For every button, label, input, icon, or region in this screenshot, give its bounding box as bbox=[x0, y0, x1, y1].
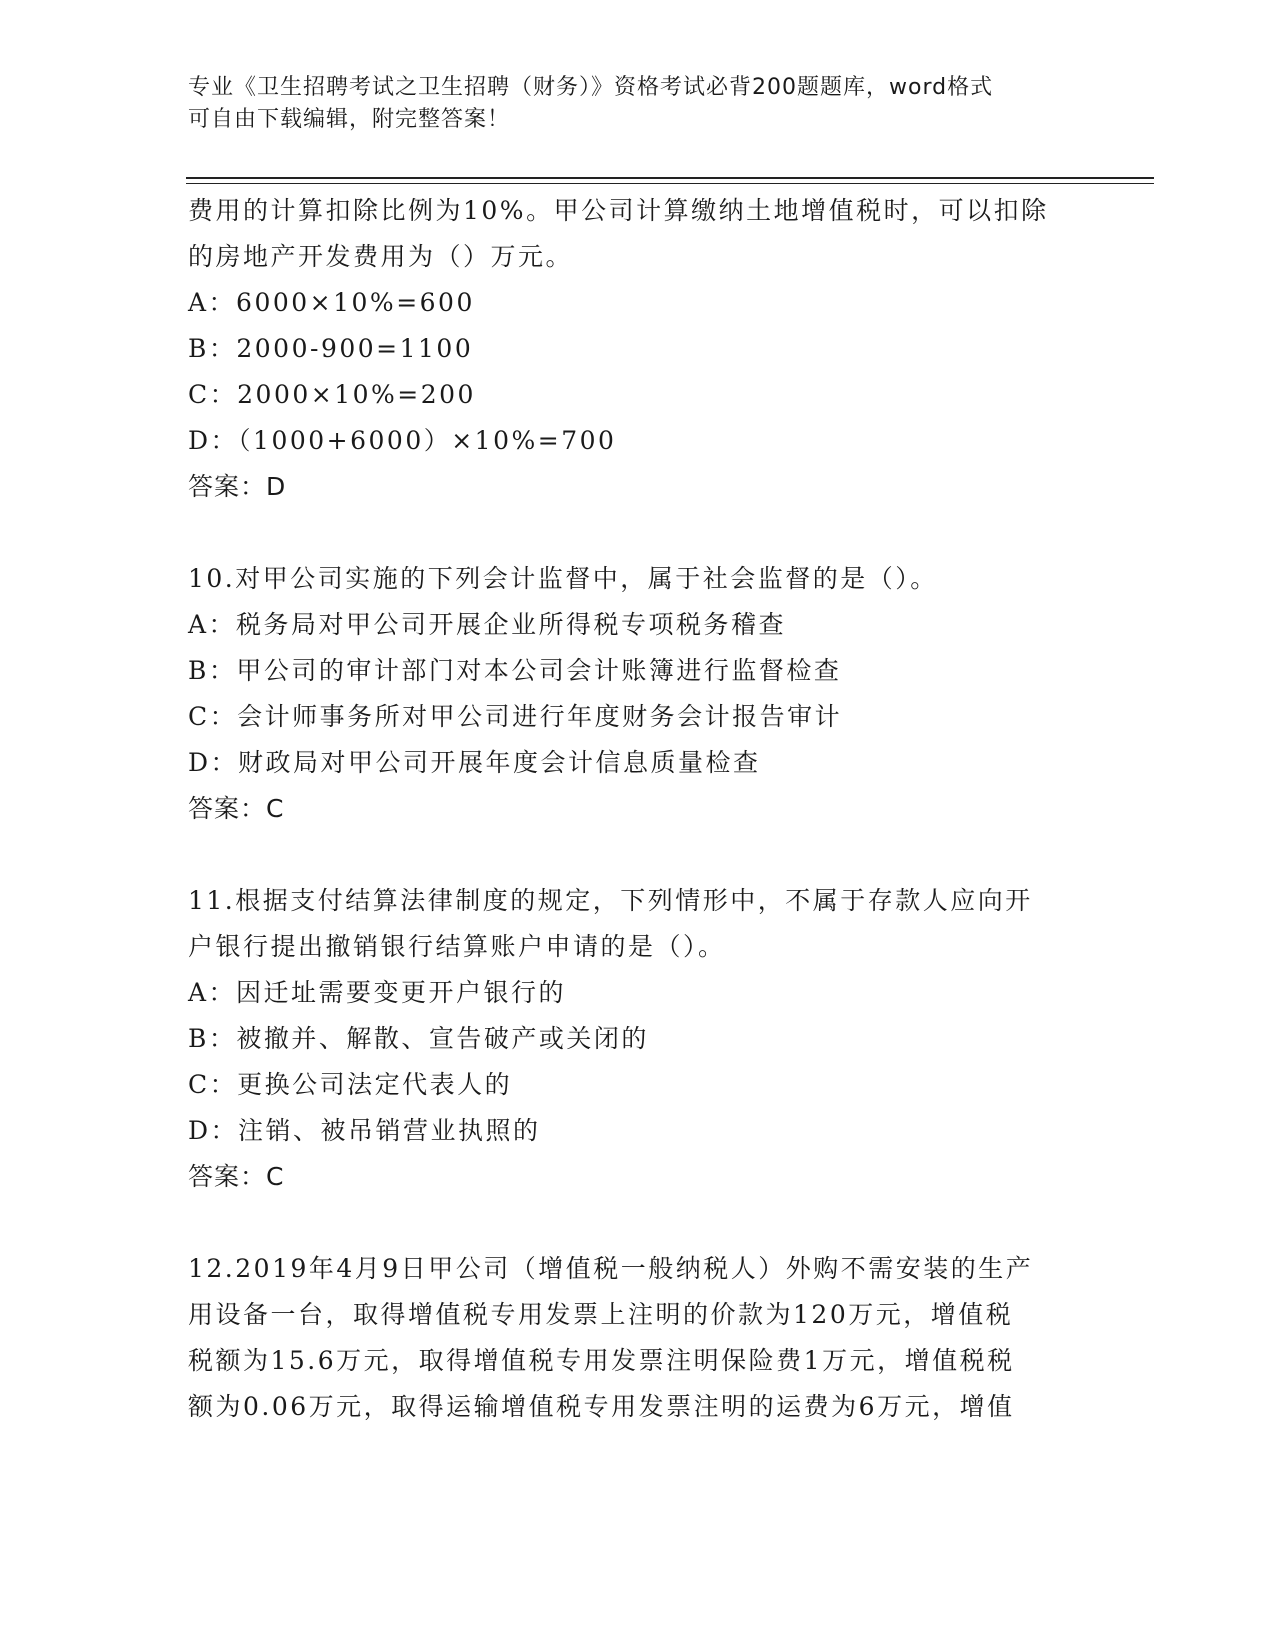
question-stem-line: 用设备一台，取得增值税专用发票上注明的价款为120万元，增值税 bbox=[188, 1300, 1014, 1329]
option-d: D：注销、被吊销营业执照的 bbox=[188, 1116, 541, 1145]
question-stem-line: 户银行提出撤销银行结算账户申请的是（）。 bbox=[188, 932, 726, 961]
question-stem-line: 10.对甲公司实施的下列会计监督中，属于社会监督的是（）。 bbox=[188, 564, 938, 593]
option-a: A：6000×10%=600 bbox=[188, 288, 475, 317]
question-spacer bbox=[188, 1200, 1088, 1246]
option-a: A：因迁址需要变更开户银行的 bbox=[188, 978, 567, 1007]
question-spacer bbox=[188, 510, 1088, 556]
option-b: B：甲公司的审计部门对本公司会计账簿进行监督检查 bbox=[188, 656, 842, 685]
question-9 bbox=[188, 188, 1088, 510]
question-stem-line: 税额为15.6万元，取得增值税专用发票注明保险费1万元，增值税税 bbox=[188, 1346, 1015, 1375]
question-10 bbox=[188, 556, 1088, 832]
answer-line: 答案：D bbox=[188, 472, 287, 501]
question-12 bbox=[188, 1246, 1088, 1430]
header-divider-thin bbox=[186, 183, 1154, 184]
option-d: D：财政局对甲公司开展年度会计信息质量检查 bbox=[188, 748, 761, 777]
answer-line: 答案：C bbox=[188, 794, 285, 823]
question-11 bbox=[188, 878, 1088, 1200]
question-spacer bbox=[188, 832, 1088, 878]
option-b: B：被撤并、解散、宣告破产或关闭的 bbox=[188, 1024, 649, 1053]
document-header bbox=[188, 72, 1088, 136]
option-c: C：2000×10%=200 bbox=[188, 380, 476, 409]
question-stem-line: 的房地产开发费用为（）万元。 bbox=[188, 242, 574, 271]
option-c: C：会计师事务所对甲公司进行年度财务会计报告审计 bbox=[188, 702, 843, 731]
question-stem-line: 12.2019年4月9日甲公司（增值税一般纳税人）外购不需安装的生产 bbox=[188, 1254, 1034, 1283]
option-a: A：税务局对甲公司开展企业所得税专项税务稽查 bbox=[188, 610, 787, 639]
option-c: C：更换公司法定代表人的 bbox=[188, 1070, 513, 1099]
question-list bbox=[188, 188, 1088, 1430]
option-d: D：（1000+6000）×10%=700 bbox=[188, 426, 617, 455]
question-stem-line: 11.根据支付结算法律制度的规定，下列情形中，不属于存款人应向开 bbox=[188, 886, 1033, 915]
question-stem-line: 额为0.06万元，取得运输增值税专用发票注明的运费为6万元，增值 bbox=[188, 1392, 1015, 1421]
header-divider-thick bbox=[186, 177, 1154, 179]
header-title-line-1: 专业《卫生招聘考试之卫生招聘（财务）》资格考试必背200题题库，word格式 bbox=[188, 75, 994, 100]
option-b: B：2000-900=1100 bbox=[188, 334, 474, 363]
question-stem-line: 费用的计算扣除比例为10%。甲公司计算缴纳土地增值税时，可以扣除 bbox=[188, 196, 1049, 225]
answer-line: 答案：C bbox=[188, 1162, 285, 1191]
header-title-line-2: 可自由下载编辑，附完整答案！ bbox=[188, 107, 511, 132]
